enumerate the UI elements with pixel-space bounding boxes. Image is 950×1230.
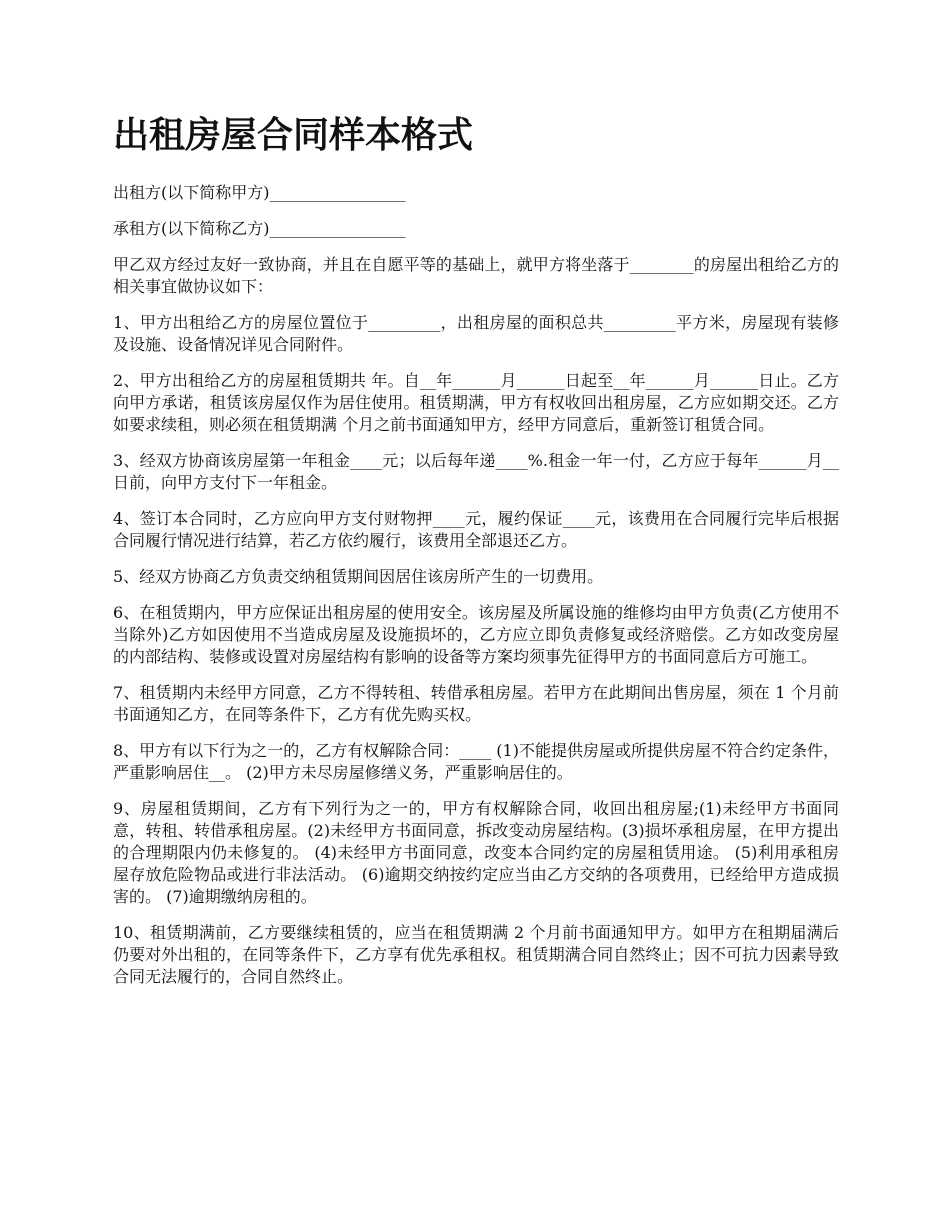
clause-4: 4、签订本合同时，乙方应向甲方支付财物押____元，履约保证____元，该费用在合同履行完毕后根据合同履行情况进行结算，若乙方依约履行，该费用全部退还乙方。 [113,509,839,550]
lessee-line: 承租方(以下简称乙方)_________________ [113,219,406,238]
clause-9: 9、房屋租赁期间，乙方有下列行为之一的，甲方有权解除合同，收回出租房屋;(1)未经甲方书面同意，转租、转借承租房屋。(2)未经甲方书面同意，拆改变动房屋结构。(3)损坏承租房屋，在甲方提出的合理期限内仍未修复的。 (4)未经甲方书面同意，改变本合同约定的房屋租赁用途。 (5)利用承租房屋存放危险物品或进行非法活动。 (6)逾期交纳按约定应当由乙方交纳的各项费用，已经给甲方造成损害的。 (7)逾期缴纳房租的。 [113,799,839,906]
document-title: 出租房屋合同样本格式 [113,115,474,156]
agreement-intro: 甲乙双方经过友好一致协商，并且在自愿平等的基础上，就甲方将坐落于________的房屋出租给乙方的相关事宜做协议如下： [113,255,839,296]
document-page [113,112,839,1002]
lessor-line: 出租方(以下简称甲方)_________________ [113,183,406,202]
clause-6: 6、在租赁期内，甲方应保证出租房屋的使用安全。该房屋及所属设施的维修均由甲方负责(乙方使用不当除外)乙方如因使用不当造成房屋及设施损坏的，乙方应立即负责修复或经济赔偿。乙方如改变房屋的内部结构、装修或设置对房屋结构有影响的设备等方案均须事先征得甲方的书面同意后方可施工。 [113,603,839,666]
clause-5: 5、经双方协商乙方负责交纳租赁期间因居住该房所产生的一切费用。 [113,567,604,586]
clause-3: 3、经双方协商该房屋第一年租金____元；以后每年递____%.租金一年一付，乙方应于每年______月__日前，向甲方支付下一年租金。 [113,451,839,492]
clause-2: 2、甲方出租给乙方的房屋租赁期共 年。自__年______月______日起至__年______月______日止。乙方向甲方承诺，租赁该房屋仅作为居住使用。租赁期满，甲方有权收回出租房屋，乙方应如期交还。乙方如要求续租，则必须在租赁期满 个月之前书面通知甲方，经甲方同意后，重新签订租赁合同。 [113,371,839,434]
clause-8: 8、甲方有以下行为之一的，乙方有权解除合同：____ (1)不能提供房屋或所提供房屋不符合约定条件，严重影响居住__。 (2)甲方未尽房屋修缮义务，严重影响居住的。 [113,741,839,782]
clause-1: 1、甲方出租给乙方的房屋位置位于_________，出租房屋的面积总共_________平方米，房屋现有装修及设施、设备情况详见合同附件。 [113,313,839,354]
clause-7: 7、租赁期内未经甲方同意，乙方不得转租、转借承租房屋。若甲方在此期间出售房屋，须在 1 个月前书面通知乙方，在同等条件下，乙方有优先购买权。 [113,683,839,724]
clause-10: 10、租赁期满前，乙方要继续租赁的，应当在租赁期满 2 个月前书面通知甲方。如甲方在租期届满后仍要对外出租的，在同等条件下，乙方享有优先承租权。租赁期满合同自然终止；因不可抗力因素导致合同无法履行的，合同自然终止。 [113,923,839,986]
